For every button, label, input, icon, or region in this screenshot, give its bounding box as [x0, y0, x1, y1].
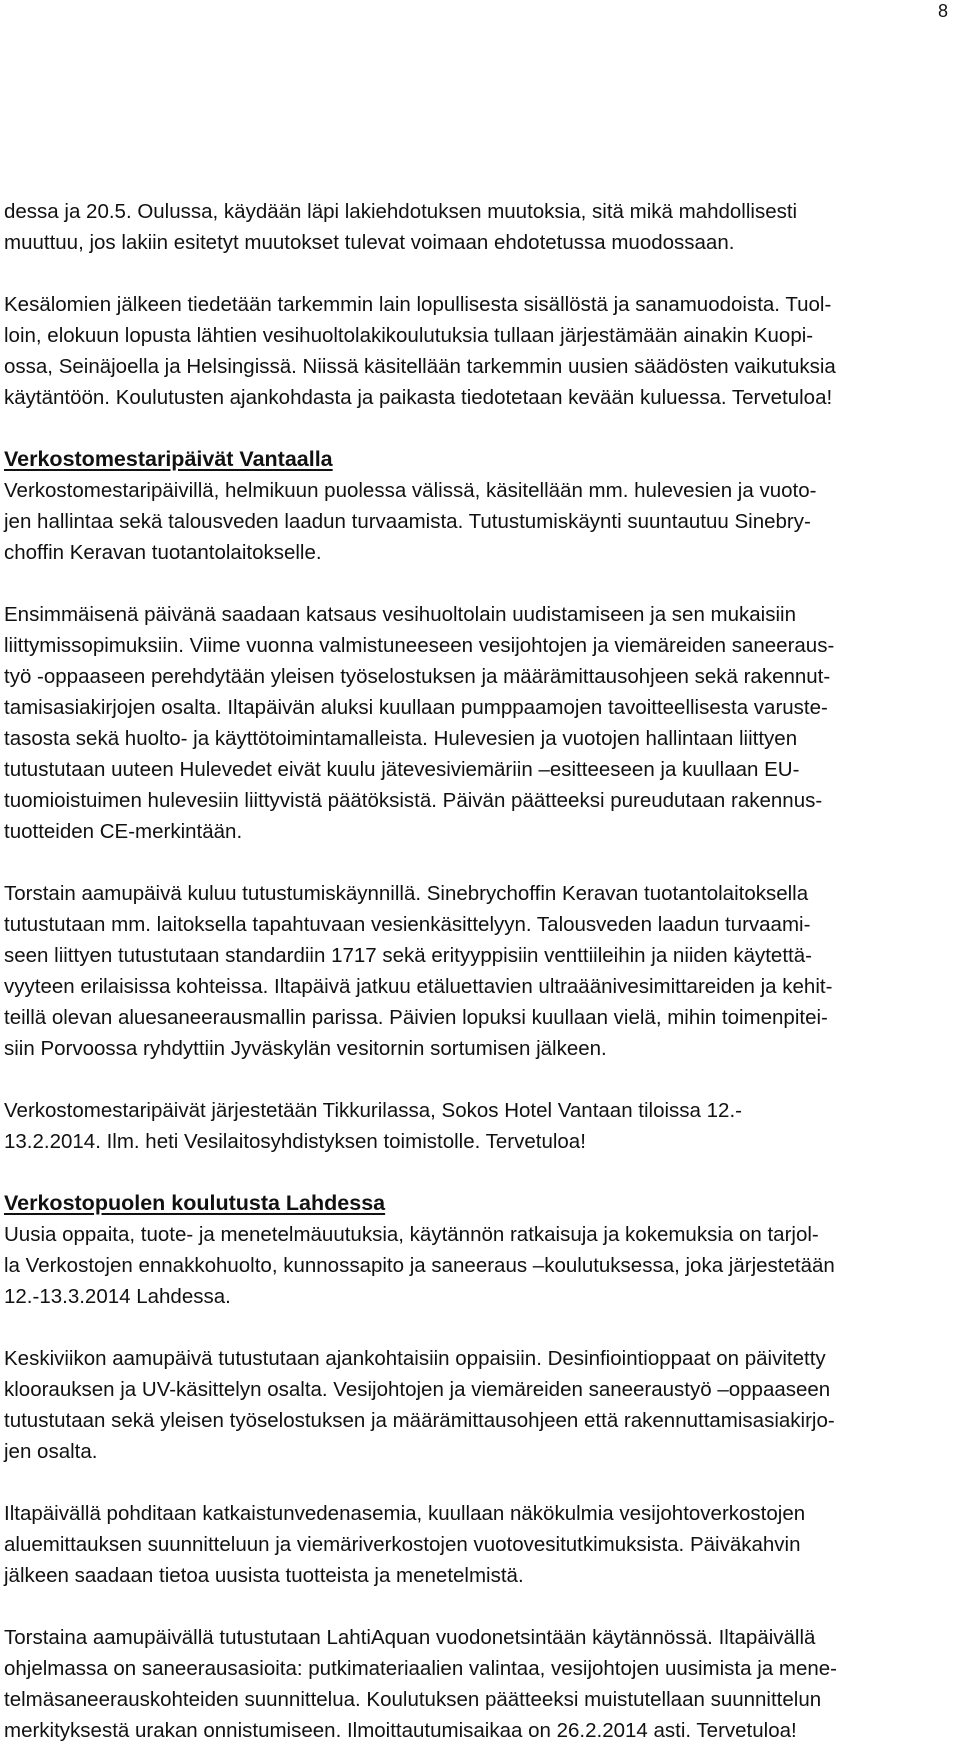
text-line: käytäntöön. Koulutusten ajankohdasta ja paikasta tiedotetaan kevään kuluessa. Tervetuloa!	[4, 386, 833, 409]
text-line: dessa ja 20.5. Oulussa, käydään läpi lakiehdotuksen muutoksia, sitä mikä mahdollisesti	[4, 200, 798, 223]
text-line: tutustutaan sekä yleisen työselostuksen ja määrämittausohjeen että rakennuttamisasiakirjo-	[4, 1409, 835, 1432]
text-line: tuotteiden CE-merkintään.	[4, 820, 243, 843]
text-line: tamisasiakirjojen osalta. Iltapäivän aluksi kuullaan pumppaamojen tavoitteellisesta varuste-	[4, 696, 828, 719]
text-line: liittymissopimuksiin. Viime vuonna valmistuneeseen vesijohtojen ja viemäreiden saneeraus-	[4, 634, 835, 657]
paragraph-spacer	[4, 413, 950, 444]
text-line: choffin Keravan tuotantolaitokselle.	[4, 541, 322, 564]
text-line: aluemittauksen suunnitteluun ja viemäriverkostojen vuotovesitutkimuksista. Päiväkahvin	[4, 1533, 801, 1556]
paragraph-spacer	[4, 568, 950, 599]
page-number: 8	[937, 1, 948, 21]
text-line: Uusia oppaita, tuote- ja menetelmäuutuksia, käytännön ratkaisuja ja kokemuksia on tarjol-	[4, 1223, 819, 1246]
paragraph-spacer	[4, 1467, 950, 1498]
text-line: jen hallintaa sekä talousveden laadun turvaamista. Tutustumiskäynti suuntautuu Sinebry-	[4, 510, 811, 533]
text-line: kloorauksen ja UV-käsittelyn osalta. Vesijohtojen ja viemäreiden saneeraustyö –oppaaseen	[4, 1378, 831, 1401]
text-line: ohjelmassa on saneerausasioita: putkimateriaalien valintaa, vesijohtojen uusimista ja mene-	[4, 1657, 837, 1680]
paragraph-spacer	[4, 1591, 950, 1622]
section-heading: Verkostopuolen koulutusta Lahdessa	[4, 1191, 386, 1215]
text-line: Iltapäivällä pohditaan katkaistunvedenasemia, kuullaan näkökulmia vesijohtoverkostojen	[4, 1502, 806, 1525]
document-body	[4, 196, 950, 1746]
text-line: Torstain aamupäivä kuluu tutustumiskäynnillä. Sinebrychoffin Keravan tuotantolaitoksella	[4, 882, 809, 905]
paragraph-spacer	[4, 258, 950, 289]
text-line: teillä olevan aluesaneerausmallin parissa. Päivien lopuksi kuullaan vielä, mihin toimenpitei-	[4, 1006, 828, 1029]
paragraph-spacer	[4, 1064, 950, 1095]
text-line: 12.-13.3.2014 Lahdessa.	[4, 1285, 231, 1308]
text-line: siin Porvoossa ryhdyttiin Jyväskylän vesitornin sortumisen jälkeen.	[4, 1037, 607, 1060]
text-line: tuomioistuimen hulevesiin liittyvistä päätöksistä. Päivän päätteeksi pureudutaan rakennus-	[4, 789, 823, 812]
paragraph-spacer	[4, 1157, 950, 1188]
paragraph	[4, 1095, 950, 1157]
text-line: Ensimmäisenä päivänä saadaan katsaus vesihuoltolain uudistamiseen ja sen mukaisiin	[4, 603, 796, 626]
text-line: Keskiviikon aamupäivä tutustutaan ajankohtaisiin oppaisiin. Desinfiointioppaat on päivitetty	[4, 1347, 826, 1370]
text-line: Verkostomestaripäivät järjestetään Tikkurilassa, Sokos Hotel Vantaan tiloissa 12.-	[4, 1099, 742, 1122]
paragraph-spacer	[4, 847, 950, 878]
text-line: 13.2.2014. Ilm. heti Vesilaitosyhdistyksen toimistolle. Tervetuloa!	[4, 1130, 586, 1153]
text-line: muuttuu, jos lakiin esitetyt muutokset tulevat voimaan ehdotetussa muodossaan.	[4, 231, 735, 254]
text-line: työ -oppaaseen perehdytään yleisen työselostuksen ja määrämittausohjeen sekä rakennut-	[4, 665, 831, 688]
text-line: Kesälomien jälkeen tiedetään tarkemmin lain lopullisesta sisällöstä ja sanamuodoista. Tuol-	[4, 293, 832, 316]
text-line: la Verkostojen ennakkohuolto, kunnossapito ja saneeraus –koulutuksessa, joka järjestetään	[4, 1254, 835, 1277]
text-line: tasosta sekä huolto- ja käyttötoimintamalleista. Hulevesien ja vuotojen hallintaan liittyen	[4, 727, 798, 750]
text-line: jälkeen saadaan tietoa uusista tuotteista ja menetelmistä.	[4, 1564, 524, 1587]
text-line: seen liittyen tutustutaan standardiin 1717 sekä erityyppisiin venttiileihin ja niiden käytettä-	[4, 944, 812, 967]
paragraph-spacer	[4, 1312, 950, 1343]
text-line: ossa, Seinäjoella ja Helsingissä. Niissä käsitellään tarkemmin uusien säädösten vaikutuksia	[4, 355, 836, 378]
paragraph	[4, 289, 950, 413]
text-line: jen osalta.	[4, 1440, 98, 1463]
text-line: Torstaina aamupäivällä tutustutaan LahtiAquan vuodonetsintään käytännössä. Iltapäivällä	[4, 1626, 816, 1649]
paragraph	[4, 475, 950, 568]
text-line: telmäsaneerauskohteiden suunnittelua. Koulutuksen päätteeksi muistutellaan suunnittelun	[4, 1688, 822, 1711]
text-line: Verkostomestaripäivillä, helmikuun puolessa välissä, käsitellään mm. hulevesien ja vuoto-	[4, 479, 817, 502]
text-line: tutustutaan mm. laitoksella tapahtuvaan vesienkäsittelyyn. Talousveden laadun turvaami-	[4, 913, 811, 936]
paragraph	[4, 1219, 950, 1312]
section-heading: Verkostomestaripäivät Vantaalla	[4, 447, 333, 471]
text-line: merkityksestä urakan onnistumiseen. Ilmoittautumisaikaa on 26.2.2014 asti. Tervetuloa!	[4, 1719, 797, 1742]
text-line: loin, elokuun lopusta lähtien vesihuoltolakikoulutuksia tullaan järjestämään ainakin Kuopi-	[4, 324, 814, 347]
paragraph	[4, 1498, 950, 1591]
text-line: tutustutaan uuteen Hulevedet eivät kuulu jätevesiviemäriin –esitteeseen ja kuullaan EU-	[4, 758, 800, 781]
paragraph	[4, 196, 950, 258]
paragraph	[4, 1622, 950, 1746]
paragraph	[4, 878, 950, 1064]
paragraph	[4, 599, 950, 847]
paragraph	[4, 1343, 950, 1467]
text-line: vyyteen erilaisissa kohteissa. Iltapäivä jatkuu etäluettavien ultraäänivesimittareiden ja kehit-	[4, 975, 833, 998]
